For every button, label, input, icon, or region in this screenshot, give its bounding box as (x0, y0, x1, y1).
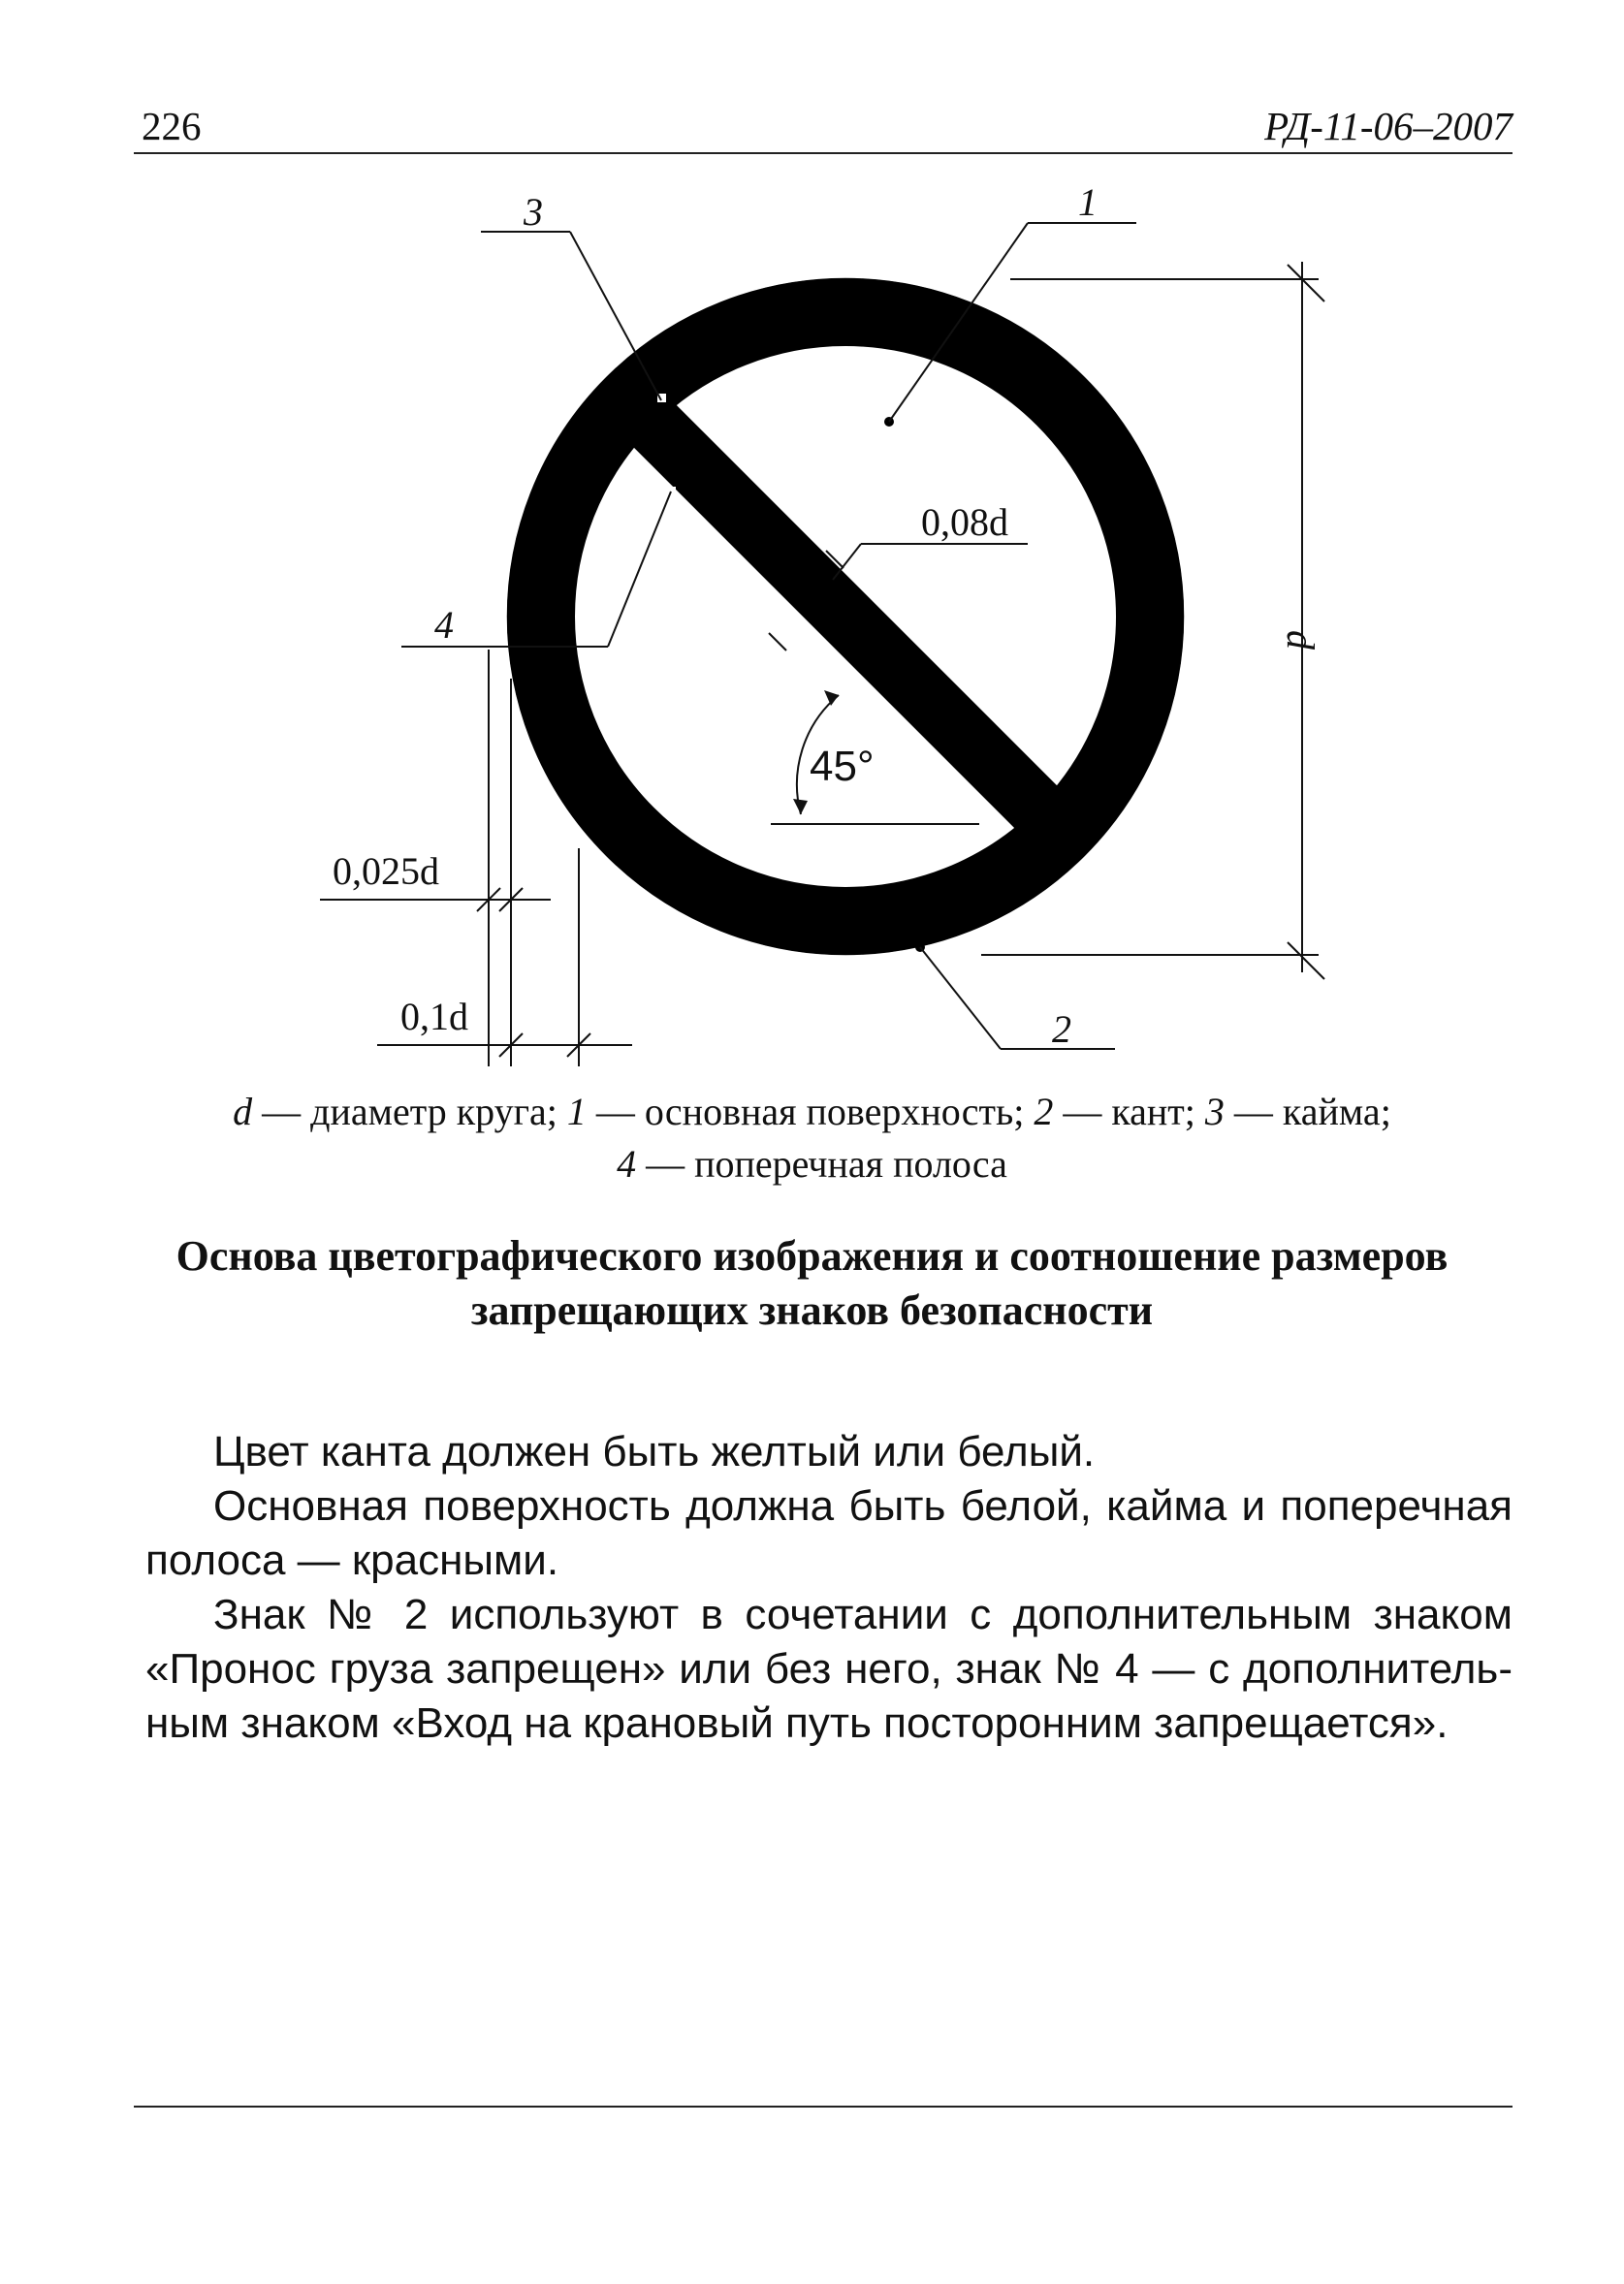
callout-1-label: 1 (1078, 180, 1098, 224)
caption-text-a: — диаметр круга; (252, 1090, 567, 1133)
caption-text-d: — кайма; (1224, 1090, 1391, 1133)
caption-text-b: — основная поверхность; (586, 1090, 1035, 1133)
page-number: 226 (142, 104, 202, 148)
caption-text-c: — кант; (1053, 1090, 1205, 1133)
paragraph: Знак № 2 используют в сочетании с дополнительным знаком «Пронос груза запрещен» или без него, знак № 4 — с дополнительным знаком «Вход на крановый путь посторонним запрещается». (145, 1591, 1513, 1747)
callout-4-label: 4 (434, 603, 454, 647)
paragraph: Основная поверхность должна быть белой, кайма и поперечная полоса — красными. (145, 1482, 1513, 1584)
edge-width-label: 0,025d (333, 849, 439, 893)
caption-n2: 2 (1034, 1090, 1054, 1133)
caption-n1: 1 (566, 1090, 587, 1133)
diameter-label: d (1279, 630, 1322, 650)
prohibition-sign-figure (0, 0, 1624, 1086)
figure-caption (0, 1086, 1624, 1190)
caption-n3: 3 (1204, 1090, 1225, 1133)
callout-2-label: 2 (1052, 1007, 1071, 1051)
caption-n4: 4 (617, 1142, 637, 1186)
document-code: РД-11-06–2007 (1264, 104, 1513, 148)
paragraph: Цвет канта должен быть желтый или белый. (213, 1428, 1096, 1475)
body-text (145, 1425, 1513, 1751)
callout-3-label: 3 (524, 190, 543, 234)
section-title: Основа цветографического изображения и соотношение размеров запрещающих знаков безопасности (175, 1232, 1449, 1334)
footer-rule (134, 2106, 1513, 2108)
border-width-label: 0,1d (400, 995, 468, 1038)
caption-line-1 (0, 1086, 1624, 1138)
marker-square (667, 487, 676, 495)
caption-line-2 (0, 1138, 1624, 1190)
bar-width-label: 0,08d (921, 500, 1008, 544)
caption-d: d (233, 1090, 253, 1133)
caption-text-e: — поперечная полоса (636, 1142, 1007, 1186)
angle-label: 45° (810, 743, 875, 790)
